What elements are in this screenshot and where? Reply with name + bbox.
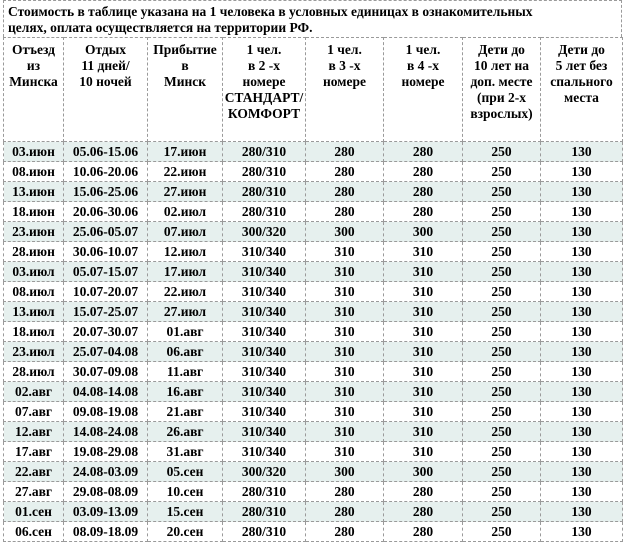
- price-child-extra-bed: 250: [463, 462, 541, 482]
- price-child-extra-bed: 250: [463, 282, 541, 302]
- price-child-no-bed: 130: [541, 342, 623, 362]
- price-double: 310/340: [223, 262, 306, 282]
- caption-line-2: целях, оплата осуществляется на территории РФ.: [8, 20, 313, 35]
- price-child-extra-bed: 250: [463, 322, 541, 342]
- price-triple: 310: [306, 322, 384, 342]
- table-row: [4, 162, 623, 182]
- price-quad: 310: [384, 242, 463, 262]
- stay-period: 15.07-25.07: [64, 302, 148, 322]
- price-triple: 310: [306, 382, 384, 402]
- departure-date: 27.авг: [4, 482, 64, 502]
- table-row: [4, 422, 623, 442]
- header-children-no-bed: [541, 38, 623, 142]
- header-double-room: [223, 38, 306, 142]
- price-child-no-bed: 130: [541, 262, 623, 282]
- price-quad: 300: [384, 222, 463, 242]
- table-caption: [3, 0, 622, 37]
- price-triple: 310: [306, 282, 384, 302]
- price-quad: 310: [384, 282, 463, 302]
- header-text-line: 10 лет на: [474, 58, 529, 73]
- price-child-extra-bed: 250: [463, 342, 541, 362]
- price-quad: 280: [384, 502, 463, 522]
- table-row: [4, 402, 623, 422]
- price-child-extra-bed: 250: [463, 502, 541, 522]
- price-child-extra-bed: 250: [463, 262, 541, 282]
- price-quad: 310: [384, 262, 463, 282]
- arrival-date: 17.июн: [148, 142, 223, 162]
- price-double: 280/310: [223, 502, 306, 522]
- arrival-date: 27.июл: [148, 302, 223, 322]
- price-triple: 310: [306, 402, 384, 422]
- price-double: 310/340: [223, 382, 306, 402]
- header-text-line: Дети до: [558, 42, 605, 57]
- arrival-date: 06.авг: [148, 342, 223, 362]
- header-text-line: спального: [550, 74, 613, 89]
- price-child-extra-bed: 250: [463, 182, 541, 202]
- price-triple: 280: [306, 142, 384, 162]
- price-quad: 280: [384, 142, 463, 162]
- price-triple: 280: [306, 482, 384, 502]
- departure-date: 03.июл: [4, 262, 64, 282]
- arrival-date: 12.июл: [148, 242, 223, 262]
- arrival-date: 22.июн: [148, 162, 223, 182]
- header-text-line: в: [181, 58, 189, 73]
- price-quad: 300: [384, 462, 463, 482]
- price-child-extra-bed: 250: [463, 302, 541, 322]
- header-text-line: 1 чел.: [405, 42, 441, 57]
- price-child-extra-bed: 250: [463, 162, 541, 182]
- departure-date: 13.июн: [4, 182, 64, 202]
- price-triple: 310: [306, 362, 384, 382]
- price-child-extra-bed: 250: [463, 382, 541, 402]
- price-quad: 310: [384, 322, 463, 342]
- header-text-line: СТАНДАРТ/: [224, 90, 304, 105]
- price-child-extra-bed: 250: [463, 222, 541, 242]
- price-double: 280/310: [223, 162, 306, 182]
- arrival-date: 05.сен: [148, 462, 223, 482]
- arrival-date: 26.авг: [148, 422, 223, 442]
- price-quad: 280: [384, 522, 463, 542]
- table-row: [4, 282, 623, 302]
- departure-date: 08.июн: [4, 162, 64, 182]
- stay-period: 30.06-10.07: [64, 242, 148, 262]
- price-child-no-bed: 130: [541, 322, 623, 342]
- header-stay: [64, 38, 148, 142]
- stay-period: 09.08-19.08: [64, 402, 148, 422]
- price-child-no-bed: 130: [541, 302, 623, 322]
- header-text-line: места: [564, 90, 599, 105]
- stay-period: 20.07-30.07: [64, 322, 148, 342]
- price-double: 310/340: [223, 302, 306, 322]
- arrival-date: 07.июл: [148, 222, 223, 242]
- table-row: [4, 362, 623, 382]
- stay-period: 03.09-13.09: [64, 502, 148, 522]
- header-arrival: [148, 38, 223, 142]
- price-child-no-bed: 130: [541, 422, 623, 442]
- price-triple: 280: [306, 502, 384, 522]
- stay-period: 15.06-25.06: [64, 182, 148, 202]
- stay-period: 10.06-20.06: [64, 162, 148, 182]
- departure-date: 06.сен: [4, 522, 64, 542]
- departure-date: 23.июн: [4, 222, 64, 242]
- header-text-line: в 3 -х: [328, 58, 361, 73]
- arrival-date: 20.сен: [148, 522, 223, 542]
- price-double: 310/340: [223, 282, 306, 302]
- table-row: [4, 522, 623, 542]
- departure-date: 03.июн: [4, 142, 64, 162]
- price-quad: 280: [384, 162, 463, 182]
- price-table: [3, 37, 623, 542]
- header-text-line: 11 дней/: [81, 58, 130, 73]
- price-triple: 280: [306, 202, 384, 222]
- table-row: [4, 202, 623, 222]
- price-child-no-bed: 130: [541, 162, 623, 182]
- table-row: [4, 322, 623, 342]
- table-row: [4, 462, 623, 482]
- arrival-date: 10.сен: [148, 482, 223, 502]
- departure-date: 08.июл: [4, 282, 64, 302]
- price-child-no-bed: 130: [541, 522, 623, 542]
- header-text-line: номере: [401, 74, 445, 89]
- header-text-line: КОМФОРТ: [227, 106, 301, 121]
- price-quad: 310: [384, 402, 463, 422]
- table-row: [4, 142, 623, 162]
- departure-date: 13.июл: [4, 302, 64, 322]
- price-quad: 280: [384, 202, 463, 222]
- price-child-extra-bed: 250: [463, 142, 541, 162]
- stay-period: 08.09-18.09: [64, 522, 148, 542]
- header-text-line: Минск: [163, 74, 207, 89]
- table-body: [4, 142, 623, 542]
- stay-period: 25.06-05.07: [64, 222, 148, 242]
- price-double: 310/340: [223, 242, 306, 262]
- header-text-line: взрослых): [470, 106, 533, 121]
- arrival-date: 17.июл: [148, 262, 223, 282]
- stay-period: 30.07-09.08: [64, 362, 148, 382]
- price-triple: 300: [306, 222, 384, 242]
- price-triple: 310: [306, 242, 384, 262]
- header-text-line: номере: [323, 74, 366, 89]
- price-triple: 310: [306, 302, 384, 322]
- price-child-no-bed: 130: [541, 382, 623, 402]
- stay-period: 19.08-29.08: [64, 442, 148, 462]
- table-row: [4, 482, 623, 502]
- stay-period: 10.07-20.07: [64, 282, 148, 302]
- header-quad-room: [384, 38, 463, 142]
- table-row: [4, 242, 623, 262]
- arrival-date: 11.авг: [148, 362, 223, 382]
- table-row: [4, 382, 623, 402]
- price-child-no-bed: 130: [541, 362, 623, 382]
- arrival-date: 31.авг: [148, 442, 223, 462]
- departure-date: 07.авг: [4, 402, 64, 422]
- price-child-extra-bed: 250: [463, 362, 541, 382]
- price-double: 310/340: [223, 322, 306, 342]
- departure-date: 22.авг: [4, 462, 64, 482]
- price-triple: 310: [306, 422, 384, 442]
- price-child-extra-bed: 250: [463, 242, 541, 262]
- stay-period: 04.08-14.08: [64, 382, 148, 402]
- price-triple: 280: [306, 182, 384, 202]
- stay-period: 20.06-30.06: [64, 202, 148, 222]
- price-quad: 310: [384, 422, 463, 442]
- price-child-extra-bed: 250: [463, 402, 541, 422]
- price-child-extra-bed: 250: [463, 522, 541, 542]
- price-child-no-bed: 130: [541, 222, 623, 242]
- header-row: [4, 38, 623, 142]
- price-quad: 310: [384, 382, 463, 402]
- departure-date: 17.авг: [4, 442, 64, 462]
- table-row: [4, 222, 623, 242]
- departure-date: 23.июл: [4, 342, 64, 362]
- header-text-line: доп. месте: [470, 74, 533, 89]
- header-text-line: (при 2-х: [477, 90, 526, 105]
- price-double: 280/310: [223, 142, 306, 162]
- price-triple: 300: [306, 462, 384, 482]
- departure-date: 01.сен: [4, 502, 64, 522]
- header-text-line: Отъезд: [11, 42, 55, 57]
- header-departure: [4, 38, 64, 142]
- price-table-container: [3, 0, 622, 542]
- price-double: 300/320: [223, 222, 306, 242]
- stay-period: 25.07-04.08: [64, 342, 148, 362]
- arrival-date: 01.авг: [148, 322, 223, 342]
- price-quad: 310: [384, 442, 463, 462]
- price-child-no-bed: 130: [541, 462, 623, 482]
- departure-date: 18.июл: [4, 322, 64, 342]
- table-row: [4, 502, 623, 522]
- table-row: [4, 182, 623, 202]
- price-quad: 310: [384, 342, 463, 362]
- header-text-line: Дети до: [478, 42, 525, 57]
- price-double: 310/340: [223, 342, 306, 362]
- price-double: 310/340: [223, 422, 306, 442]
- caption-line-1: Стоимость в таблице указана на 1 человека в условных единицах в ознакомительных: [8, 4, 533, 19]
- stay-period: 29.08-08.09: [64, 482, 148, 502]
- price-child-extra-bed: 250: [463, 482, 541, 502]
- price-triple: 280: [306, 162, 384, 182]
- price-double: 310/340: [223, 402, 306, 422]
- departure-date: 28.июн: [4, 242, 64, 262]
- arrival-date: 16.авг: [148, 382, 223, 402]
- arrival-date: 21.авг: [148, 402, 223, 422]
- stay-period: 05.07-15.07: [64, 262, 148, 282]
- price-triple: 310: [306, 342, 384, 362]
- header-text-line: 5 лет без: [555, 58, 608, 73]
- price-double: 280/310: [223, 522, 306, 542]
- table-row: [4, 302, 623, 322]
- table-row: [4, 342, 623, 362]
- price-double: 280/310: [223, 482, 306, 502]
- header-triple-room: [306, 38, 384, 142]
- price-double: 280/310: [223, 182, 306, 202]
- price-child-no-bed: 130: [541, 202, 623, 222]
- price-double: 310/340: [223, 362, 306, 382]
- price-child-extra-bed: 250: [463, 202, 541, 222]
- price-quad: 310: [384, 302, 463, 322]
- departure-date: 18.июн: [4, 202, 64, 222]
- price-triple: 280: [306, 522, 384, 542]
- price-child-no-bed: 130: [541, 402, 623, 422]
- stay-period: 05.06-15.06: [64, 142, 148, 162]
- header-text-line: 1 чел.: [327, 42, 362, 57]
- price-child-no-bed: 130: [541, 482, 623, 502]
- price-triple: 310: [306, 262, 384, 282]
- price-child-no-bed: 130: [541, 442, 623, 462]
- stay-period: 14.08-24.08: [64, 422, 148, 442]
- price-triple: 310: [306, 442, 384, 462]
- header-text-line: номере: [242, 74, 286, 89]
- header-text-line: из: [26, 58, 41, 73]
- header-text-line: Минска: [9, 74, 58, 89]
- table-row: [4, 442, 623, 462]
- price-child-no-bed: 130: [541, 502, 623, 522]
- price-double: 280/310: [223, 202, 306, 222]
- header-text-line: Прибытие: [153, 42, 217, 57]
- departure-date: 12.авг: [4, 422, 64, 442]
- header-text-line: 1 чел.: [246, 42, 282, 57]
- header-text-line: 10 ночей: [79, 74, 132, 89]
- arrival-date: 02.июл: [148, 202, 223, 222]
- header-text-line: Отдых: [84, 42, 127, 57]
- price-child-no-bed: 130: [541, 182, 623, 202]
- price-double: 310/340: [223, 442, 306, 462]
- departure-date: 02.авг: [4, 382, 64, 402]
- table-row: [4, 262, 623, 282]
- price-child-extra-bed: 250: [463, 442, 541, 462]
- price-child-no-bed: 130: [541, 142, 623, 162]
- price-child-no-bed: 130: [541, 282, 623, 302]
- arrival-date: 27.июн: [148, 182, 223, 202]
- price-child-no-bed: 130: [541, 242, 623, 262]
- header-text-line: в 2 -х: [247, 58, 281, 73]
- header-text-line: в 4 -х: [406, 58, 440, 73]
- arrival-date: 15.сен: [148, 502, 223, 522]
- price-quad: 310: [384, 362, 463, 382]
- price-double: 300/320: [223, 462, 306, 482]
- price-child-extra-bed: 250: [463, 422, 541, 442]
- header-children-extra-bed: [463, 38, 541, 142]
- price-quad: 280: [384, 182, 463, 202]
- departure-date: 28.июл: [4, 362, 64, 382]
- stay-period: 24.08-03.09: [64, 462, 148, 482]
- arrival-date: 22.июл: [148, 282, 223, 302]
- price-quad: 280: [384, 482, 463, 502]
